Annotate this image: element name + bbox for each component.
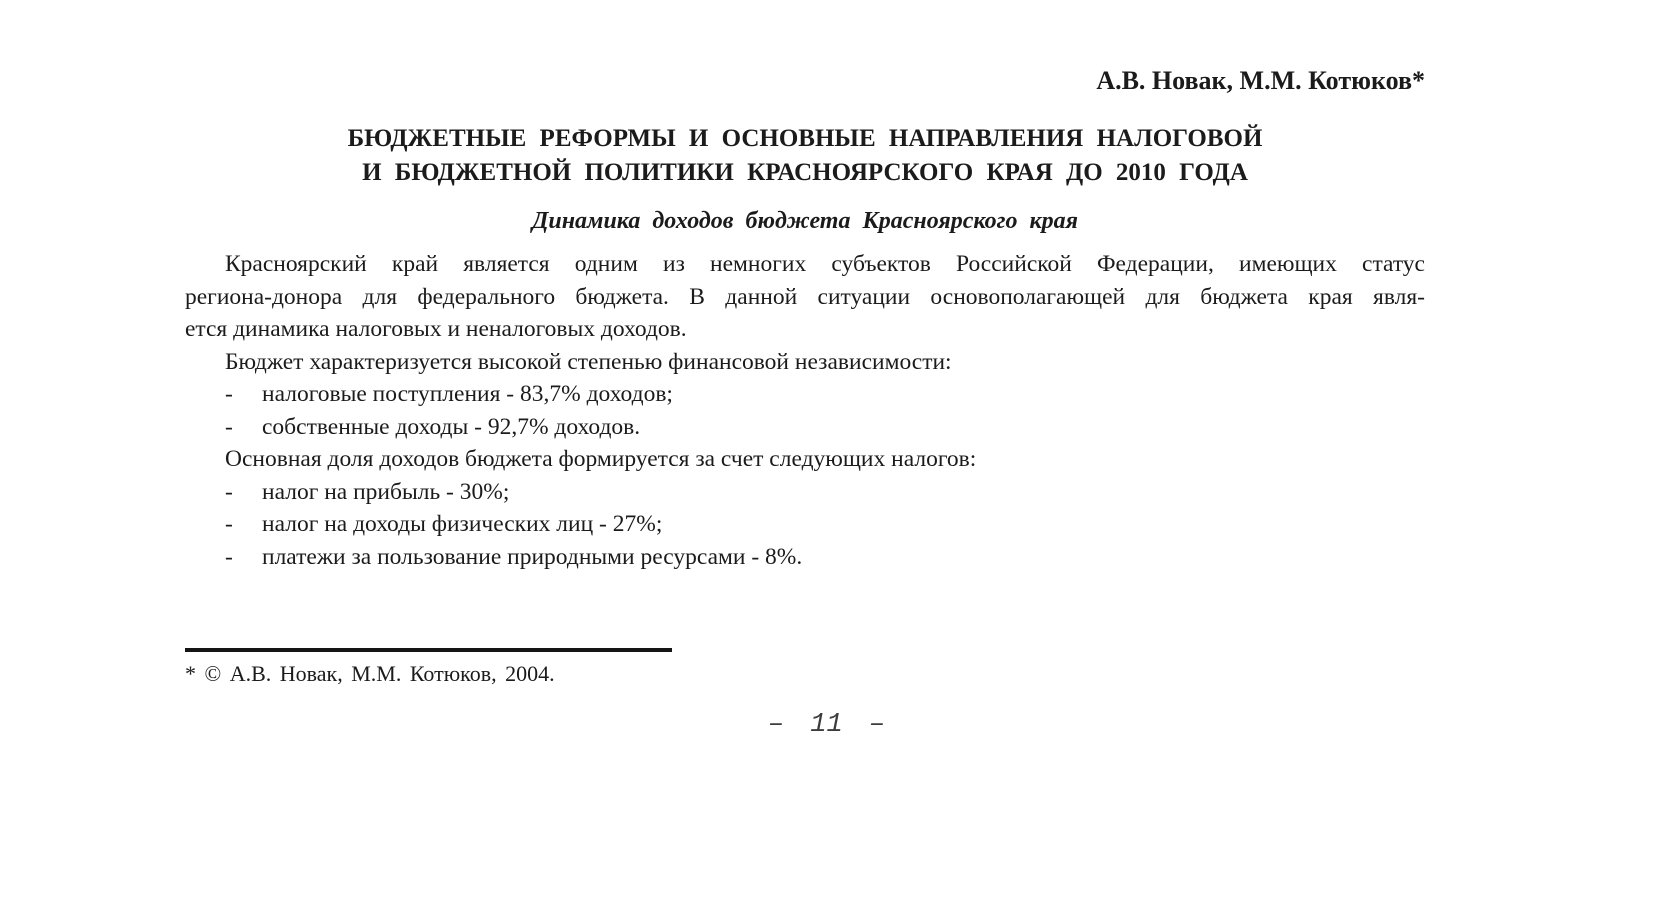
paragraph-intro	[185, 248, 1425, 346]
list-dash-marker: -	[225, 478, 233, 505]
paragraph-intro-line-2: региона-донора для федерального бюджета. В данной ситуации основополагающей для бюджета края явля-	[185, 283, 1425, 310]
list-item	[185, 508, 1425, 541]
footnote-copyright: * © А.В. Новак, М.М. Котюков, 2004.	[185, 661, 555, 686]
body-text	[185, 248, 1425, 573]
article-title-line-1: БЮДЖЕТНЫЕ РЕФОРМЫ И ОСНОВНЫЕ НАПРАВЛЕНИЯ НАЛОГОВОЙ	[347, 125, 1263, 152]
list-item	[185, 411, 1425, 444]
section-subtitle: Динамика доходов бюджета Красноярского края	[531, 208, 1079, 234]
list-item-text: налог на доходы физических лиц - 27%;	[262, 511, 663, 537]
paragraph-main-taxes: Основная доля доходов бюджета формируется за счет следующих налогов:	[225, 446, 977, 472]
page-number: – 11 –	[767, 710, 886, 740]
authors-line: А.В. Новак, М.М. Котюков*	[1096, 66, 1425, 95]
list-dash-marker: -	[225, 381, 233, 407]
list-item	[185, 476, 1425, 509]
list-item-text: собственные доходы - 92,7% доходов.	[262, 413, 641, 440]
list-item	[185, 541, 1425, 574]
list-item-text: налоговые поступления - 83,7% доходов;	[262, 381, 673, 407]
list-item	[185, 378, 1425, 411]
list-dash-marker: -	[225, 511, 233, 537]
paragraph-intro-line-1: Красноярский край является одним из немногих субъектов Российской Федерации, имеющих статус	[225, 251, 1425, 277]
article-title	[185, 122, 1425, 190]
paragraph-intro-line-3: ется динамика налоговых и неналоговых доходов.	[185, 316, 687, 342]
list-item-text: платежи за пользование природными ресурсами - 8%.	[262, 543, 803, 570]
article-title-line-2: И БЮДЖЕТНОЙ ПОЛИТИКИ КРАСНОЯРСКОГО КРАЯ ДО 2010 ГОДА	[362, 159, 1248, 186]
footnote-block	[185, 648, 672, 687]
list-dash-marker: -	[225, 543, 233, 570]
list-dash-marker: -	[225, 413, 233, 440]
list-item-text: налог на прибыль - 30%;	[262, 478, 510, 505]
footnote-rule	[185, 648, 672, 652]
paragraph-budget-independence: Бюджет характеризуется высокой степенью финансовой независимости:	[225, 348, 952, 375]
